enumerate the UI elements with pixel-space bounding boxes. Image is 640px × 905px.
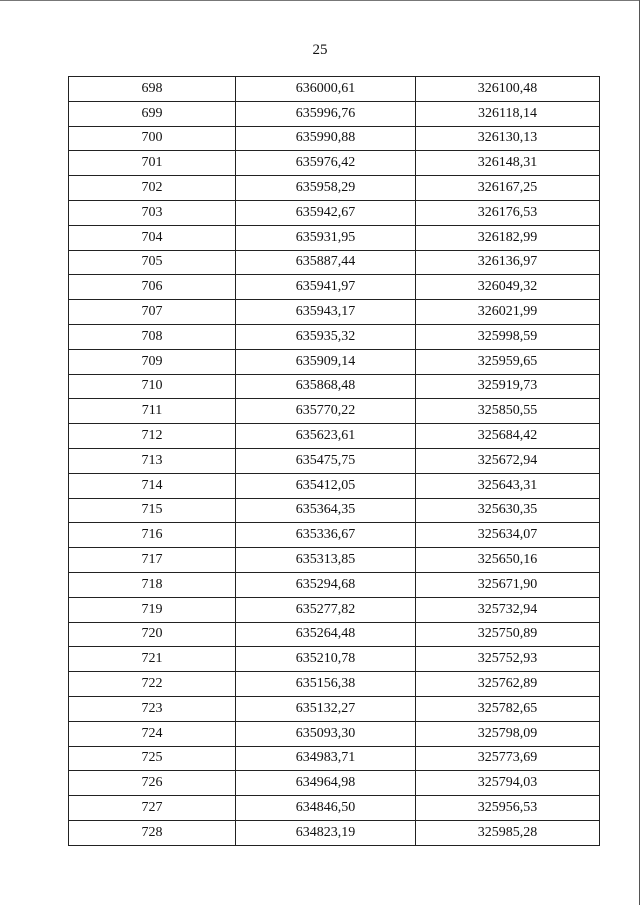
x-coordinate-cell: 636000,61 bbox=[236, 77, 416, 102]
point-number-cell: 710 bbox=[69, 374, 236, 399]
point-number-cell: 703 bbox=[69, 200, 236, 225]
y-coordinate-cell: 325998,59 bbox=[416, 324, 600, 349]
y-coordinate-cell: 325773,69 bbox=[416, 746, 600, 771]
y-coordinate-cell: 325650,16 bbox=[416, 548, 600, 573]
x-coordinate-cell: 634964,98 bbox=[236, 771, 416, 796]
point-number-cell: 716 bbox=[69, 523, 236, 548]
point-number-cell: 708 bbox=[69, 324, 236, 349]
x-coordinate-cell: 635976,42 bbox=[236, 151, 416, 176]
point-number-cell: 726 bbox=[69, 771, 236, 796]
table-row bbox=[69, 176, 600, 201]
point-number-cell: 705 bbox=[69, 250, 236, 275]
table-row bbox=[69, 349, 600, 374]
y-coordinate-cell: 325919,73 bbox=[416, 374, 600, 399]
y-coordinate-cell: 325956,53 bbox=[416, 796, 600, 821]
y-coordinate-cell: 325762,89 bbox=[416, 672, 600, 697]
x-coordinate-cell: 635294,68 bbox=[236, 572, 416, 597]
point-number-cell: 712 bbox=[69, 424, 236, 449]
x-coordinate-cell: 635770,22 bbox=[236, 399, 416, 424]
y-coordinate-cell: 326176,53 bbox=[416, 200, 600, 225]
y-coordinate-cell: 326021,99 bbox=[416, 300, 600, 325]
point-number-cell: 717 bbox=[69, 548, 236, 573]
y-coordinate-cell: 326148,31 bbox=[416, 151, 600, 176]
point-number-cell: 719 bbox=[69, 597, 236, 622]
table-row bbox=[69, 374, 600, 399]
y-coordinate-cell: 326130,13 bbox=[416, 126, 600, 151]
y-coordinate-cell: 325750,89 bbox=[416, 622, 600, 647]
point-number-cell: 709 bbox=[69, 349, 236, 374]
table-row bbox=[69, 820, 600, 845]
table-row bbox=[69, 448, 600, 473]
table-row bbox=[69, 796, 600, 821]
table-row bbox=[69, 473, 600, 498]
x-coordinate-cell: 635475,75 bbox=[236, 448, 416, 473]
x-coordinate-cell: 635364,35 bbox=[236, 498, 416, 523]
table-row bbox=[69, 498, 600, 523]
point-number-cell: 722 bbox=[69, 672, 236, 697]
page-top-edge bbox=[0, 0, 640, 1]
y-coordinate-cell: 325672,94 bbox=[416, 448, 600, 473]
x-coordinate-cell: 635156,38 bbox=[236, 672, 416, 697]
table-row bbox=[69, 672, 600, 697]
point-number-cell: 706 bbox=[69, 275, 236, 300]
y-coordinate-cell: 325782,65 bbox=[416, 696, 600, 721]
x-coordinate-cell: 635264,48 bbox=[236, 622, 416, 647]
y-coordinate-cell: 325752,93 bbox=[416, 647, 600, 672]
y-coordinate-cell: 326167,25 bbox=[416, 176, 600, 201]
table-row bbox=[69, 324, 600, 349]
x-coordinate-cell: 635990,88 bbox=[236, 126, 416, 151]
y-coordinate-cell: 325959,65 bbox=[416, 349, 600, 374]
table-row bbox=[69, 225, 600, 250]
x-coordinate-cell: 634823,19 bbox=[236, 820, 416, 845]
x-coordinate-cell: 635996,76 bbox=[236, 101, 416, 126]
table-row bbox=[69, 523, 600, 548]
y-coordinate-cell: 325671,90 bbox=[416, 572, 600, 597]
point-number-cell: 718 bbox=[69, 572, 236, 597]
point-number-cell: 720 bbox=[69, 622, 236, 647]
x-coordinate-cell: 635277,82 bbox=[236, 597, 416, 622]
x-coordinate-cell: 635623,61 bbox=[236, 424, 416, 449]
point-number-cell: 725 bbox=[69, 746, 236, 771]
table-row bbox=[69, 126, 600, 151]
point-number-cell: 727 bbox=[69, 796, 236, 821]
y-coordinate-cell: 325794,03 bbox=[416, 771, 600, 796]
y-coordinate-cell: 325684,42 bbox=[416, 424, 600, 449]
point-number-cell: 723 bbox=[69, 696, 236, 721]
table-row bbox=[69, 622, 600, 647]
table-row bbox=[69, 771, 600, 796]
table-row bbox=[69, 101, 600, 126]
y-coordinate-cell: 326100,48 bbox=[416, 77, 600, 102]
coordinates-table bbox=[68, 76, 600, 846]
x-coordinate-cell: 635093,30 bbox=[236, 721, 416, 746]
y-coordinate-cell: 325634,07 bbox=[416, 523, 600, 548]
page-number: 25 bbox=[312, 42, 328, 58]
table-row bbox=[69, 647, 600, 672]
x-coordinate-cell: 635941,97 bbox=[236, 275, 416, 300]
x-coordinate-cell: 635909,14 bbox=[236, 349, 416, 374]
table-row bbox=[69, 721, 600, 746]
point-number-cell: 700 bbox=[69, 126, 236, 151]
x-coordinate-cell: 635313,85 bbox=[236, 548, 416, 573]
y-coordinate-cell: 325850,55 bbox=[416, 399, 600, 424]
point-number-cell: 713 bbox=[69, 448, 236, 473]
y-coordinate-cell: 325798,09 bbox=[416, 721, 600, 746]
point-number-cell: 701 bbox=[69, 151, 236, 176]
table-row bbox=[69, 597, 600, 622]
table-row bbox=[69, 300, 600, 325]
table-row bbox=[69, 275, 600, 300]
coordinates-table-body bbox=[69, 77, 600, 846]
y-coordinate-cell: 326182,99 bbox=[416, 225, 600, 250]
table-row bbox=[69, 399, 600, 424]
point-number-cell: 714 bbox=[69, 473, 236, 498]
table-row bbox=[69, 696, 600, 721]
point-number-cell: 699 bbox=[69, 101, 236, 126]
table-row bbox=[69, 77, 600, 102]
table-row bbox=[69, 746, 600, 771]
point-number-cell: 704 bbox=[69, 225, 236, 250]
table-row bbox=[69, 200, 600, 225]
point-number-cell: 728 bbox=[69, 820, 236, 845]
x-coordinate-cell: 635935,32 bbox=[236, 324, 416, 349]
x-coordinate-cell: 635943,17 bbox=[236, 300, 416, 325]
table-row bbox=[69, 151, 600, 176]
x-coordinate-cell: 634846,50 bbox=[236, 796, 416, 821]
point-number-cell: 711 bbox=[69, 399, 236, 424]
table-row bbox=[69, 548, 600, 573]
point-number-cell: 698 bbox=[69, 77, 236, 102]
x-coordinate-cell: 634983,71 bbox=[236, 746, 416, 771]
table-row bbox=[69, 424, 600, 449]
y-coordinate-cell: 325643,31 bbox=[416, 473, 600, 498]
x-coordinate-cell: 635132,27 bbox=[236, 696, 416, 721]
y-coordinate-cell: 325985,28 bbox=[416, 820, 600, 845]
x-coordinate-cell: 635336,67 bbox=[236, 523, 416, 548]
y-coordinate-cell: 326118,14 bbox=[416, 101, 600, 126]
table-row bbox=[69, 250, 600, 275]
x-coordinate-cell: 635868,48 bbox=[236, 374, 416, 399]
point-number-cell: 715 bbox=[69, 498, 236, 523]
point-number-cell: 702 bbox=[69, 176, 236, 201]
x-coordinate-cell: 635942,67 bbox=[236, 200, 416, 225]
point-number-cell: 724 bbox=[69, 721, 236, 746]
x-coordinate-cell: 635958,29 bbox=[236, 176, 416, 201]
x-coordinate-cell: 635887,44 bbox=[236, 250, 416, 275]
point-number-cell: 721 bbox=[69, 647, 236, 672]
point-number-cell: 707 bbox=[69, 300, 236, 325]
x-coordinate-cell: 635412,05 bbox=[236, 473, 416, 498]
table-row bbox=[69, 572, 600, 597]
y-coordinate-cell: 325732,94 bbox=[416, 597, 600, 622]
y-coordinate-cell: 326049,32 bbox=[416, 275, 600, 300]
y-coordinate-cell: 326136,97 bbox=[416, 250, 600, 275]
x-coordinate-cell: 635931,95 bbox=[236, 225, 416, 250]
x-coordinate-cell: 635210,78 bbox=[236, 647, 416, 672]
y-coordinate-cell: 325630,35 bbox=[416, 498, 600, 523]
